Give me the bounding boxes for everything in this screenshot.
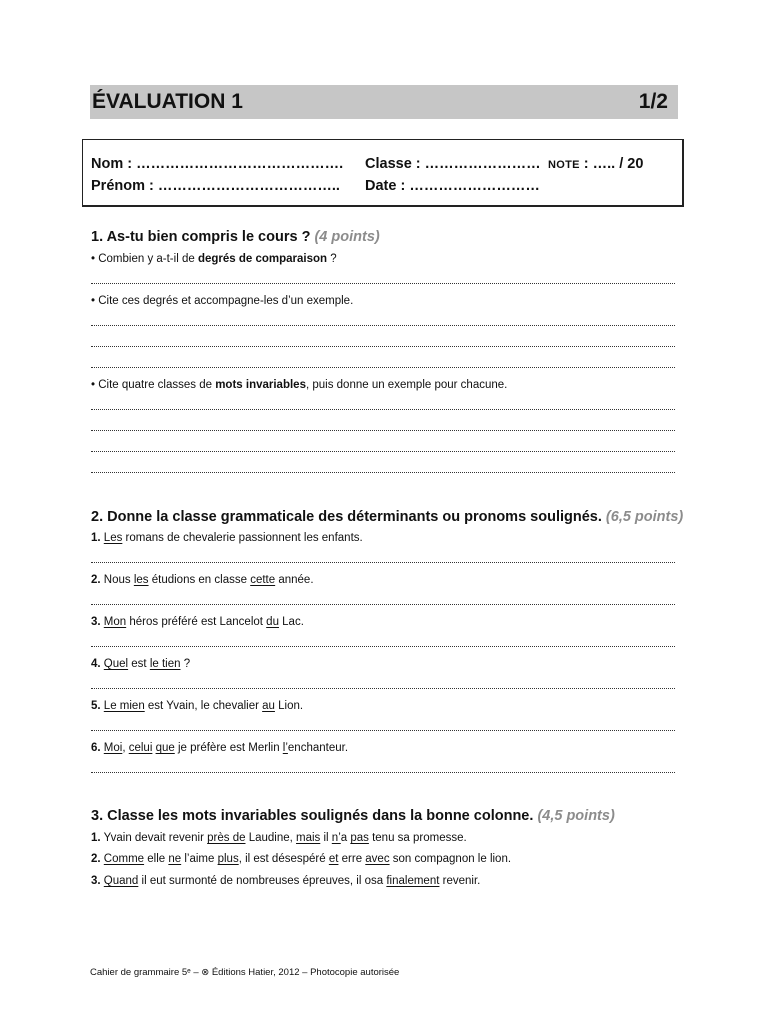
answer-line[interactable] [91, 688, 675, 689]
note-field[interactable] [548, 156, 643, 172]
section-1-points: (4 points) [314, 229, 380, 245]
answer-line[interactable] [91, 562, 675, 563]
section-1-title: 1. As-tu bien compris le cours ? (4 points) [91, 229, 380, 245]
sentence-3-2: 2. Comme elle ne l’aime plus, il est désespéré et erre avec son compagnon le lion. [91, 853, 512, 865]
answer-line[interactable] [91, 730, 675, 731]
answer-line[interactable] [91, 430, 675, 431]
page-title: ÉVALUATION 1 [92, 90, 243, 113]
sentence-2-4: 4. Quel est le tien ? [91, 658, 191, 670]
section-3-points: (4,5 points) [537, 808, 615, 824]
sentence-3-3: 3. Quand il eut surmonté de nombreuses épreuves, il osa finalement revenir. [91, 875, 481, 887]
answer-line[interactable] [91, 772, 675, 773]
student-info-box [82, 139, 684, 207]
answer-line[interactable] [91, 451, 675, 452]
note-label: NOTE [548, 159, 580, 171]
prenom-field[interactable]: Prénom : ……………………………….. [91, 178, 340, 194]
section-2-title: 2. Donne la classe grammaticale des déterminants ou pronoms soulignés. (6,5 points) [91, 509, 684, 525]
sentence-2-1: 1. Les romans de chevalerie passionnent les enfants. [91, 532, 363, 544]
answer-line[interactable] [91, 325, 675, 326]
section-2-points: (6,5 points) [605, 509, 684, 525]
question-1-1: • Combien y a-t-il de degrés de comparaison ? [91, 253, 337, 265]
question-1-3: • Cite quatre classes de mots invariables, puis donne un exemple pour chacune. [91, 379, 508, 391]
title-bar [90, 85, 678, 119]
sentence-2-6: 6. Moi, celui que je préfère est Merlin l’enchanteur. [91, 742, 349, 754]
sentence-3-1: 1. Yvain devait revenir près de Laudine, mais il n’a pas tenu sa promesse. [91, 832, 467, 844]
note-value: : ….. / 20 [579, 156, 644, 172]
question-1-2: • Cite ces degrés et accompagne-les d’un exemple. [91, 295, 354, 307]
section-3-title: 3. Classe les mots invariables soulignés dans la bonne colonne. (4,5 points) [91, 808, 615, 824]
answer-line[interactable] [91, 283, 675, 284]
footer-copyright: Cahier de grammaire 5ᵉ – ⊗ Éditions Hatier, 2012 – Photocopie autorisée [90, 967, 400, 978]
sentence-2-5: 5. Le mien est Yvain, le chevalier au Lion. [91, 700, 304, 712]
sentence-2-2: 2. Nous les étudions en classe cette année. [91, 574, 314, 586]
answer-line[interactable] [91, 604, 675, 605]
nom-field[interactable]: Nom : ……………………………………. [91, 156, 344, 172]
answer-line[interactable] [91, 367, 675, 368]
answer-line[interactable] [91, 346, 675, 347]
answer-line[interactable] [91, 472, 675, 473]
page-number: 1/2 [638, 90, 668, 113]
classe-field[interactable]: Classe : …………………… [365, 156, 541, 172]
answer-line[interactable] [91, 646, 675, 647]
sentence-2-3: 3. Mon héros préféré est Lancelot du Lac. [91, 616, 304, 628]
answer-line[interactable] [91, 409, 675, 410]
date-field[interactable]: Date : ……………………… [365, 178, 540, 194]
